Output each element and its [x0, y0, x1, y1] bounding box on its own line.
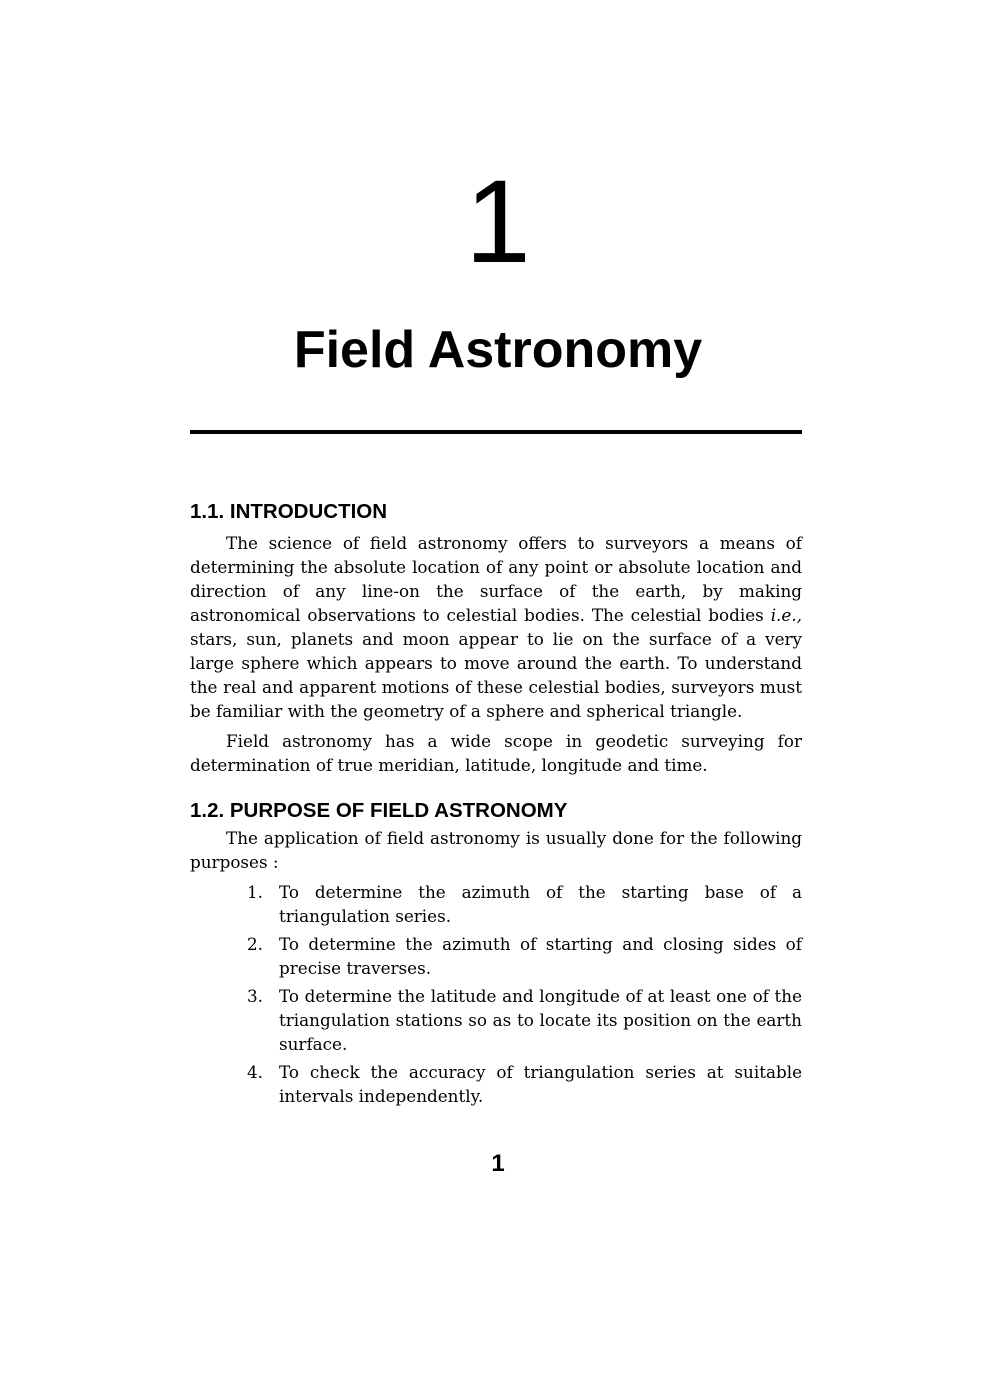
- list-item-number: 3.: [246, 986, 263, 1006]
- page-number: 1: [491, 1150, 505, 1177]
- intro-paragraph-1-ie: i.e.,: [770, 605, 802, 625]
- list-item-text: To check the accuracy of triangulation series at suitable intervals independently.: [279, 1062, 802, 1106]
- list-item: [190, 1060, 802, 1108]
- list-item: [190, 984, 802, 1056]
- list-item: [190, 932, 802, 980]
- list-item-text: To determine the azimuth of the starting base of a triangulation series.: [279, 882, 802, 926]
- purpose-list: [190, 880, 802, 1108]
- list-item-text: To determine the azimuth of starting and closing sides of precise traverses.: [279, 934, 802, 978]
- intro-paragraph-1-end: stars, sun, planets and moon appear to lie on the surface of a very large sphere which appears to move around the earth. To understand the real and apparent motions of these celestial bodies, surveyors must be familiar with the geometry of a sphere and spherical triangle.: [190, 629, 802, 721]
- intro-paragraph-1-start: The science of field astronomy offers to surveyors a means of determining the absolute location of any point or absolute location and direction of any line-on the surface of the earth, by making astronomical observations to celestial bodies. The celestial bodies: [190, 533, 802, 625]
- list-item-text: To determine the latitude and longitude of at least one of the triangulation stations so as to locate its position on the earth surface.: [279, 986, 802, 1054]
- body-content: [190, 498, 802, 1112]
- chapter-number: 1: [465, 156, 531, 288]
- section-heading-purpose: 1.2. PURPOSE OF FIELD ASTRONOMY: [190, 799, 568, 822]
- purpose-intro-paragraph: The application of field astronomy is usually done for the following purposes :: [190, 828, 802, 872]
- list-item-number: 2.: [246, 934, 263, 954]
- list-item-number: 1.: [246, 882, 263, 902]
- list-item: [190, 880, 802, 928]
- title-divider: [190, 430, 802, 434]
- list-item-number: 4.: [246, 1062, 263, 1082]
- chapter-title: Field Astronomy: [293, 321, 703, 379]
- intro-paragraph-1: [190, 531, 802, 723]
- section-heading-introduction: 1.1. INTRODUCTION: [190, 500, 388, 523]
- intro-paragraph-2: Field astronomy has a wide scope in geodetic surveying for determination of true meridian, latitude, longitude and time.: [190, 731, 802, 775]
